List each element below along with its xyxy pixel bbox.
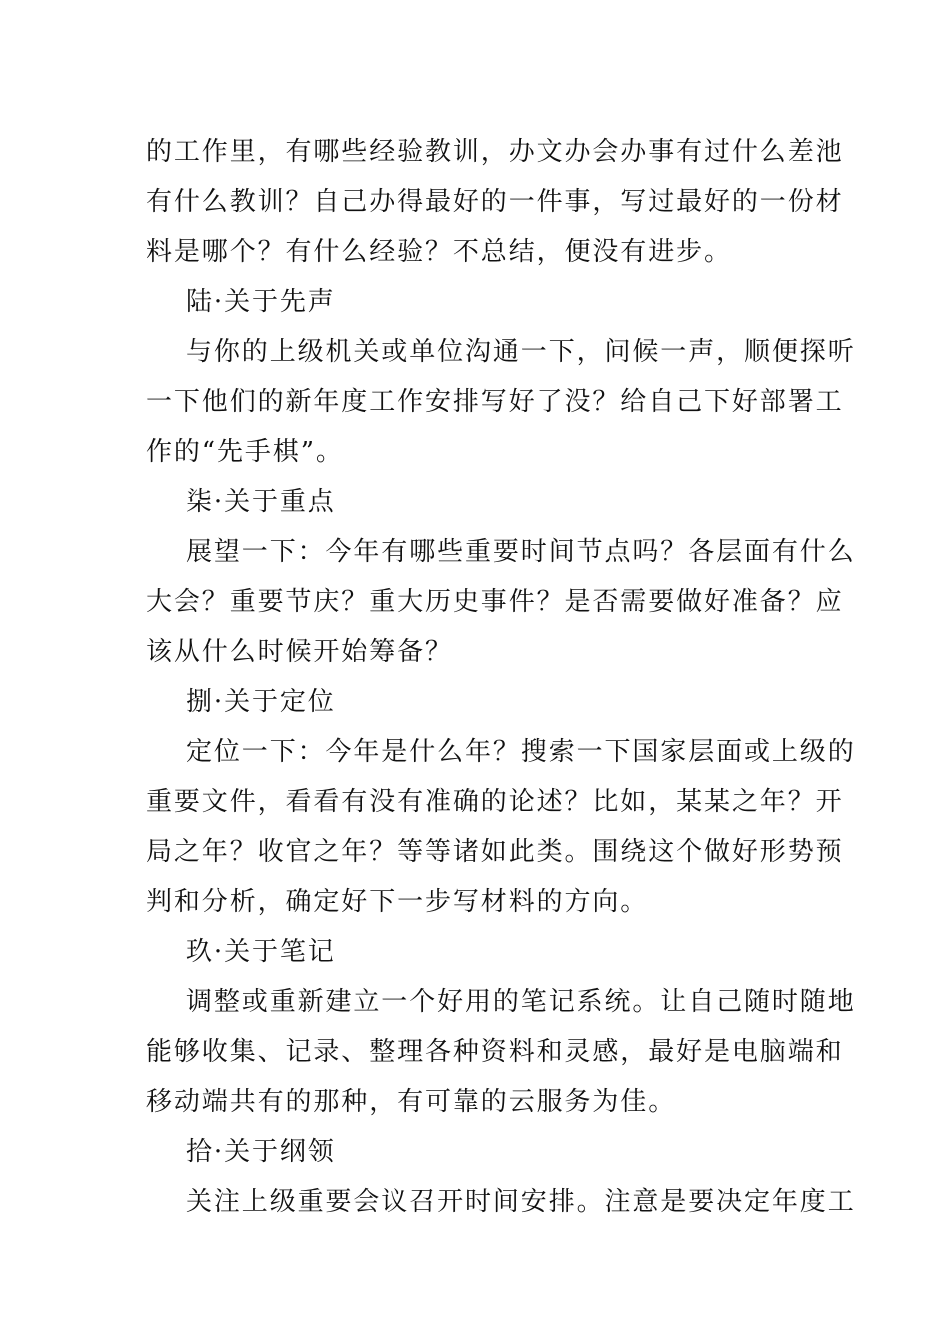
body-text-line: 重要文件，看看有没有准确的论述？比如，某某之年？开 <box>146 787 844 817</box>
body-text-line: 局之年？收官之年？等等诸如此类。围绕这个做好形势预 <box>146 837 844 867</box>
body-text-line: 判和分析，确定好下一步写材料的方向。 <box>146 887 649 917</box>
body-text-line: 展望一下：今年有哪些重要时间节点吗？各层面有什么 <box>186 537 856 567</box>
body-text-line: 有什么教训？自己办得最好的一件事，写过最好的一份材 <box>146 187 844 217</box>
section-heading-8: 捌·关于定位 <box>186 687 336 717</box>
body-text-line: 大会？重要节庆？重大历史事件？是否需要做好准备？应 <box>146 587 844 617</box>
body-text-line: 一下他们的新年度工作安排写好了没？给自己下好部署工 <box>146 387 844 417</box>
body-text-line: 移动端共有的那种，有可靠的云服务为佳。 <box>146 1087 677 1117</box>
body-text-line: 与你的上级机关或单位沟通一下，问候一声，顺便探听 <box>186 337 856 367</box>
body-text-line: 能够收集、记录、整理各种资料和灵感，最好是电脑端和 <box>146 1037 844 1067</box>
body-text-line: 调整或重新建立一个好用的笔记系统。让自己随时随地 <box>186 987 856 1017</box>
body-text-line: 定位一下：今年是什么年？搜索一下国家层面或上级的 <box>186 737 856 767</box>
body-text-line: 该从什么时候开始筹备？ <box>146 637 453 667</box>
body-text-line: 料是哪个？有什么经验？不总结，便没有进步。 <box>146 237 732 267</box>
body-text-line: 作的“先手棋”。 <box>146 437 344 467</box>
section-heading-10: 拾·关于纲领 <box>186 1137 336 1167</box>
section-heading-6: 陆·关于先声 <box>186 287 336 317</box>
body-text-line: 关注上级重要会议召开时间安排。注意是要决定年度工 <box>186 1187 856 1217</box>
section-heading-7: 柒·关于重点 <box>186 487 336 517</box>
section-heading-9: 玖·关于笔记 <box>186 937 336 967</box>
body-text-line: 的工作里，有哪些经验教训，办文办会办事有过什么差池 <box>146 137 844 167</box>
